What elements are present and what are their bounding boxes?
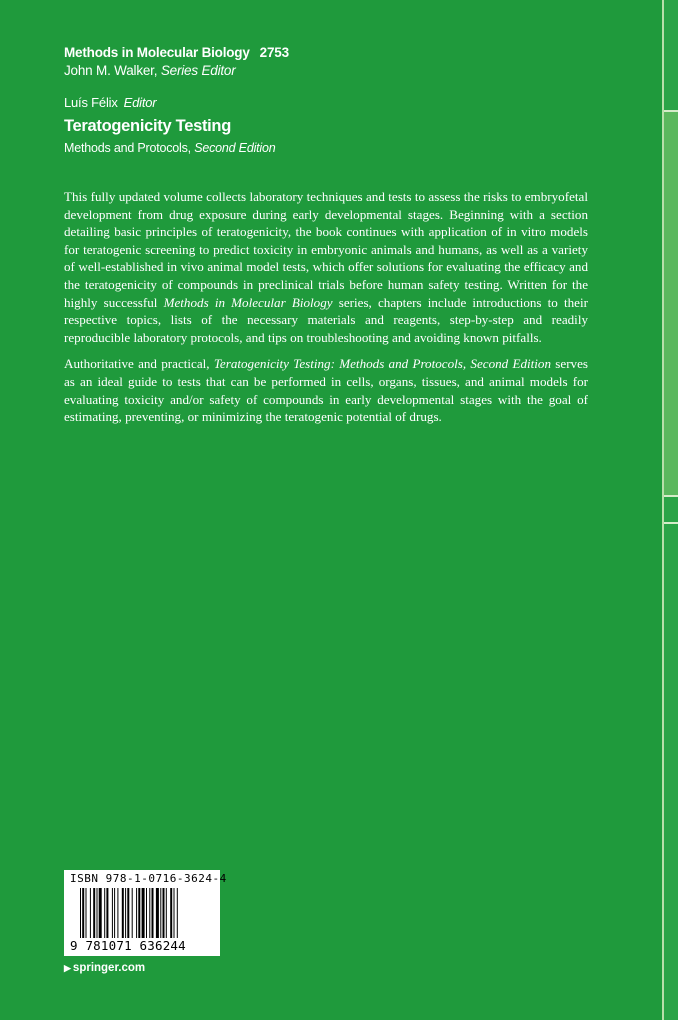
description-blurb xyxy=(64,188,588,435)
isbn-barcode xyxy=(64,870,227,956)
blurb-book-title: Teratogenicity Testing: Methods and Protocols, Second Edition xyxy=(213,356,552,372)
blurb-text: serves as an ideal guide to tests that can be performed in cells, organs, tissues, and animal models for evaluating toxicity and/or safety of compounds in early developmental stages with the goal of estimating, preventing, or minimizing the teratogenic potential of drugs. xyxy=(64,356,589,425)
edge-highlight-block xyxy=(664,110,678,496)
barcode-bar xyxy=(174,888,175,938)
blurb-paragraph xyxy=(64,355,588,425)
volume-editor-line xyxy=(64,95,156,110)
series-editor-name: John M. Walker, xyxy=(64,63,158,78)
barcode-bar xyxy=(146,888,147,938)
barcode-bar xyxy=(117,888,118,938)
blurb-paragraph xyxy=(64,188,588,346)
barcode-bars xyxy=(80,888,216,938)
triangle-right-icon: ▶ xyxy=(64,963,71,973)
barcode-bar xyxy=(136,888,137,938)
barcode-bar xyxy=(112,888,113,938)
series-title-line xyxy=(64,45,289,60)
edge-rule xyxy=(664,495,678,497)
blurb-series-title: Methods in Molecular Biology xyxy=(163,294,333,310)
barcode-bar xyxy=(93,888,95,938)
publisher-url: springer.com xyxy=(72,962,146,974)
book-title: Teratogenicity Testing xyxy=(64,117,231,135)
book-subtitle-text: Methods and Protocols, xyxy=(64,141,191,155)
barcode-bar xyxy=(138,888,140,938)
barcode-bar xyxy=(106,888,108,938)
barcode-bar xyxy=(149,888,150,938)
barcode-bar xyxy=(163,888,165,938)
series-editor-line xyxy=(64,63,289,78)
barcode-bar xyxy=(125,888,126,938)
volume-editor-role: Editor xyxy=(123,95,157,110)
barcode-bar xyxy=(104,888,105,938)
series-name: Methods in Molecular Biology xyxy=(64,45,250,60)
book-edition: Second Edition xyxy=(194,141,276,155)
series-number: 2753 xyxy=(259,45,289,60)
barcode-bar xyxy=(90,888,91,938)
barcode-bar xyxy=(127,888,129,938)
barcode-bar xyxy=(177,888,178,938)
publisher-link[interactable] xyxy=(64,962,145,974)
barcode-bar xyxy=(170,888,172,938)
barcode-bar xyxy=(86,888,87,938)
barcode-bar xyxy=(160,888,161,938)
barcode-bar xyxy=(132,888,133,938)
blurb-text: Authoritative and practical, xyxy=(64,356,214,372)
barcode-bar xyxy=(152,888,154,938)
barcode-bar xyxy=(99,888,102,938)
series-info xyxy=(64,45,289,78)
isbn-label: ISBN 978-1-0716-3624-4 xyxy=(70,872,227,885)
volume-editor-name: Luís Félix xyxy=(64,95,118,110)
barcode-bar xyxy=(82,888,84,938)
barcode-bar xyxy=(80,888,81,938)
edge-rule xyxy=(664,110,678,112)
series-editor-role: Series Editor xyxy=(160,63,236,78)
barcode-digits: 9 781071 636244 xyxy=(70,938,186,953)
barcode-bar xyxy=(156,888,159,938)
edge-rule xyxy=(664,522,678,524)
barcode-bar xyxy=(122,888,124,938)
barcode-bar xyxy=(97,888,98,938)
blurb-text: series, chapters include introductions to their respective topics, lists of the necessary materials and reagents, step-by-step and readily reproducible laboratory protocols, and tips on troubleshooting and avoiding known pitfalls. xyxy=(64,294,588,345)
book-subtitle xyxy=(64,141,276,155)
blurb-text: This fully updated volume collects laboratory techniques and tests to assess the risks to embryofetal development from drug exposure during early developmental stages. Beginning with a section detailing basic principles of teratogenicity, the book continues with application of in vitro models for teratogenic screening to predict toxicity in embryonic animals and humans, as well as a variety of well-established in vivo animal model tests, which offer solutions for evaluating the efficacy and the teratogenicity of compounds in preclinical trials before human safety testing. Written for the highly successful xyxy=(64,189,588,310)
cover-edge-strip xyxy=(662,0,678,1020)
barcode-bar xyxy=(114,888,115,938)
barcode-bar xyxy=(166,888,167,938)
barcode-bar xyxy=(142,888,145,938)
